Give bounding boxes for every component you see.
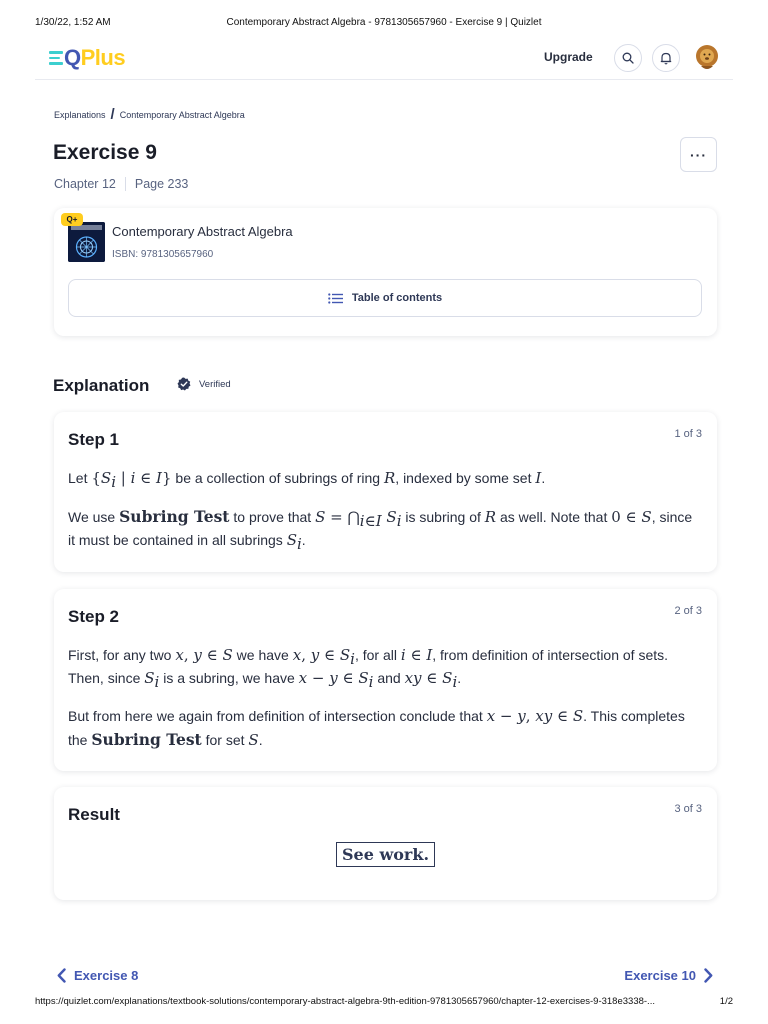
quizlet-plus-logo[interactable] <box>49 45 125 71</box>
verified-check-icon <box>177 377 191 391</box>
table-of-contents-button[interactable] <box>68 279 702 317</box>
step-title: Step 2 <box>68 607 120 626</box>
top-navigation-bar <box>35 38 733 80</box>
math-expression: $S_i$ <box>286 531 302 553</box>
bold-term: Subring Test <box>119 507 230 526</box>
search-button[interactable] <box>614 44 642 72</box>
math-expression: x − y, xy ∈ S <box>486 707 584 725</box>
book-isbn: ISBN: 9781305657960 <box>112 249 214 260</box>
step-card-1 <box>54 412 717 572</box>
meta-divider <box>125 177 126 191</box>
book-title[interactable]: Contemporary Abstract Algebra <box>112 224 293 239</box>
breadcrumb <box>54 106 245 123</box>
previous-exercise-label: Exercise 8 <box>74 968 139 983</box>
breadcrumb-explanations[interactable]: Explanations <box>54 110 106 120</box>
step-card-2 <box>54 589 717 771</box>
step-body <box>68 467 703 567</box>
math-expression: R <box>384 469 396 487</box>
step-paragraph: First, for any two x, y ∈ S we have x, y ∈ $S_i$, for all i ∈ I, from definition of intersection of sets. Then, since $S_i$ is a subring, we have x − y ∈ $S_i$ and xy ∈ $S_i$. <box>68 646 669 691</box>
result-boxed-answer: See work. <box>336 842 435 867</box>
notifications-button[interactable] <box>652 44 680 72</box>
print-url: https://quizlet.com/explanations/textbook-solutions/contemporary-abstract-algebra-9th-edition-9781305657960/chapter-12-exercises-9-318e3338-... <box>35 996 655 1007</box>
step-count: 3 of 3 <box>674 803 702 815</box>
print-title: Contemporary Abstract Algebra - 9781305657960 - Exercise 9 | Quizlet <box>226 17 542 28</box>
math-expression: {$S_i$ | i ∈ I} <box>91 469 172 491</box>
breadcrumb-book[interactable]: Contemporary Abstract Algebra <box>119 110 245 120</box>
book-cover-image[interactable] <box>68 222 105 262</box>
next-exercise-label: Exercise 10 <box>624 968 696 983</box>
verified-label: Verified <box>199 378 231 390</box>
search-icon <box>622 52 634 64</box>
more-options-button[interactable] <box>680 137 717 172</box>
math-expression: $S = ⋂_{i\in I}$ $S_i$ <box>315 508 402 530</box>
math-expression: xy ∈ $S_i$ <box>404 669 458 691</box>
next-exercise-link[interactable] <box>624 968 713 983</box>
logo-q: Q <box>64 45 81 70</box>
math-expression: R <box>484 508 497 526</box>
textbook-card <box>54 208 717 336</box>
step-title: Result <box>68 805 120 824</box>
lion-avatar[interactable] <box>692 42 722 72</box>
page-title: Exercise 9 <box>53 141 157 164</box>
more-icon: ··· <box>690 146 707 163</box>
step-count: 2 of 3 <box>674 605 702 617</box>
toc-label: Table of contents <box>351 292 443 304</box>
breadcrumb-separator: / <box>110 106 115 123</box>
math-expression: x, y ∈ S <box>175 646 233 664</box>
step-paragraph: We use Subring Test to prove that $S = ⋂_{i\in I}$ $S_i$ is subring of R as well. Note that 0 ∈ S, since it must be contained in all subrings $S_i$. <box>68 507 693 553</box>
logo-e-mark <box>49 51 63 65</box>
math-expression: I <box>535 469 542 487</box>
qplus-badge: Q+ <box>61 213 83 226</box>
step-paragraph: But from here we again from definition of intersection conclude that x − y, xy ∈ S. This completes the Subring Test for set S. <box>68 707 685 749</box>
page-label[interactable]: Page 233 <box>134 177 189 191</box>
math-expression: $S_i$ <box>144 669 160 691</box>
chapter-label[interactable]: Chapter 12 <box>54 177 116 191</box>
math-expression: S <box>248 731 259 749</box>
logo-plus: Plus <box>80 45 126 70</box>
chevron-left-icon <box>57 968 66 983</box>
bold-term: Subring Test <box>91 730 202 749</box>
print-date: 1/30/22, 1:52 AM <box>35 17 111 28</box>
math-expression: x, y ∈ $S_i$ <box>292 646 355 668</box>
step-count: 1 of 3 <box>674 428 702 440</box>
print-header <box>35 17 733 31</box>
step-body <box>68 644 703 767</box>
bell-icon <box>660 52 672 65</box>
verified-badge <box>177 377 231 391</box>
previous-exercise-link[interactable] <box>57 968 138 983</box>
list-icon <box>328 293 343 304</box>
math-expression: x − y ∈ $S_i$ <box>298 669 374 691</box>
step-paragraph: Let {$S_i$ | i ∈ I} be a collection of subrings of ring R, indexed by some set I. <box>68 469 546 491</box>
print-page-number: 1/2 <box>719 996 733 1007</box>
upgrade-link[interactable]: Upgrade <box>544 50 593 64</box>
math-expression: 0 ∈ S <box>611 508 652 526</box>
step-title: Step 1 <box>68 430 120 449</box>
result-card <box>54 787 717 900</box>
chevron-right-icon <box>704 968 713 983</box>
explanation-heading: Explanation <box>53 376 150 395</box>
exercise-meta <box>54 177 188 191</box>
math-expression: i ∈ I <box>400 646 433 664</box>
